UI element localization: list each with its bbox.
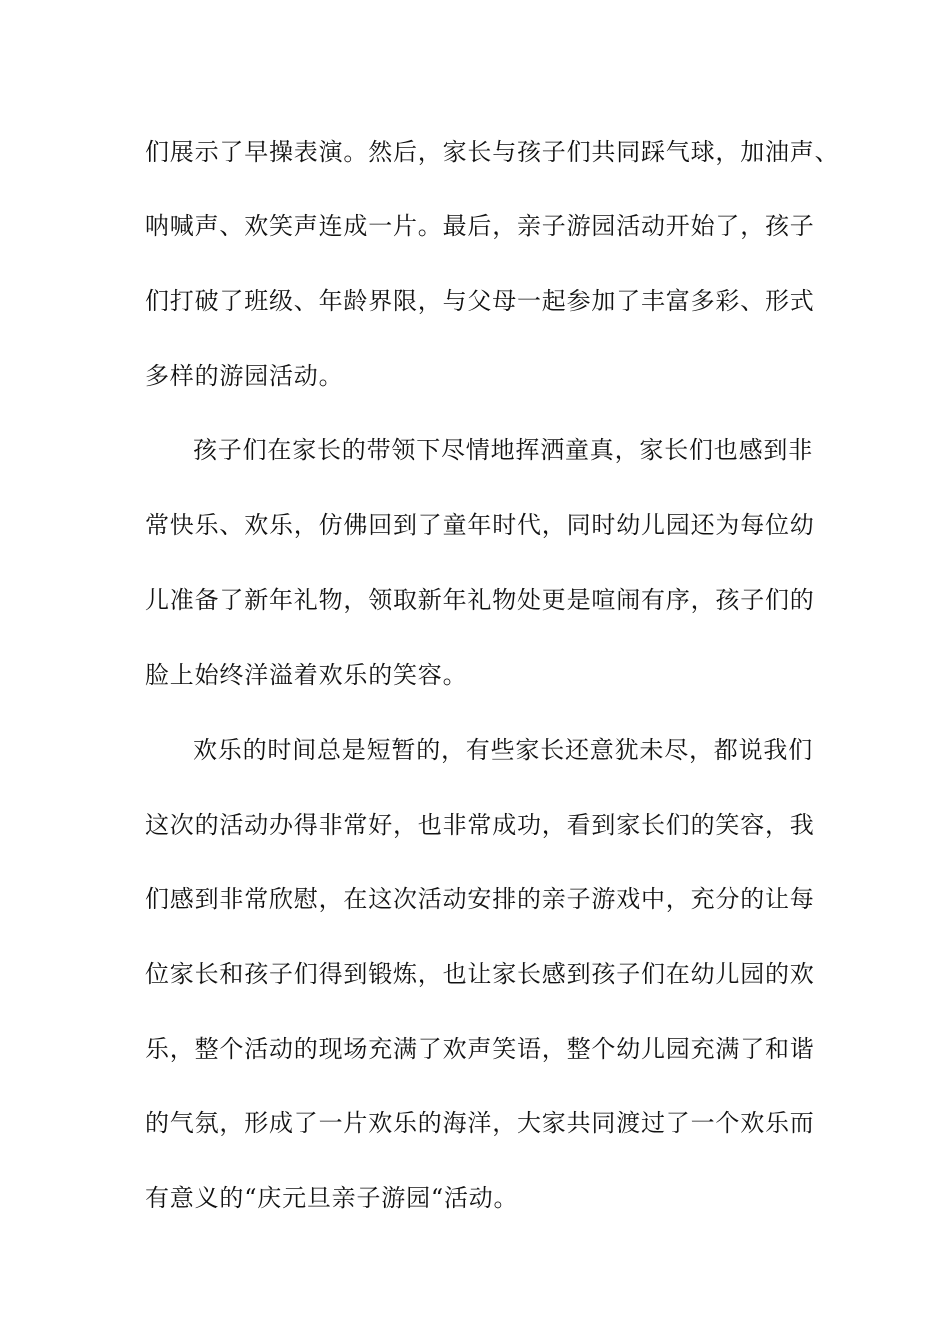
text-line: 儿准备了新年礼物，领取新年礼物处更是喧闹有序，孩子们的: [145, 586, 815, 614]
text-line: 欢乐的时间总是短暂的，有些家长还意犹未尽，都说我们: [193, 736, 813, 764]
text-line: 脸上始终洋溢着欢乐的笑容。: [145, 661, 468, 689]
text-line: 的气氛，形成了一片欢乐的海洋，大家共同渡过了一个欢乐而: [145, 1109, 815, 1137]
text-line: 常快乐、欢乐，仿佛回到了童年时代，同时幼儿园还为每位幼: [145, 511, 815, 539]
text-line: 们打破了班级、年龄界限，与父母一起参加了丰富多彩、形式: [145, 287, 815, 315]
text-line: 这次的活动办得非常好，也非常成功，看到家长们的笑容，我: [145, 811, 815, 839]
text-line: 们感到非常欣慰，在这次活动安排的亲子游戏中，充分的让每: [145, 885, 815, 913]
text-line: 多样的游园活动。: [145, 362, 344, 390]
text-line: 呐喊声、欢笑声连成一片。最后，亲子游园活动开始了，孩子: [145, 212, 815, 240]
text-line: 位家长和孩子们得到锻炼，也让家长感到孩子们在幼儿园的欢: [145, 960, 815, 988]
text-line: 们展示了早操表演。然后，家长与孩子们共同踩气球，加油声、: [145, 138, 840, 166]
text-line: 乐，整个活动的现场充满了欢声笑语，整个幼儿园充满了和谐: [145, 1035, 815, 1063]
text-line: 孩子们在家长的带领下尽情地挥洒童真，家长们也感到非: [193, 436, 813, 464]
text-line: 有意义的“庆元旦亲子游园“活动。: [145, 1184, 519, 1212]
